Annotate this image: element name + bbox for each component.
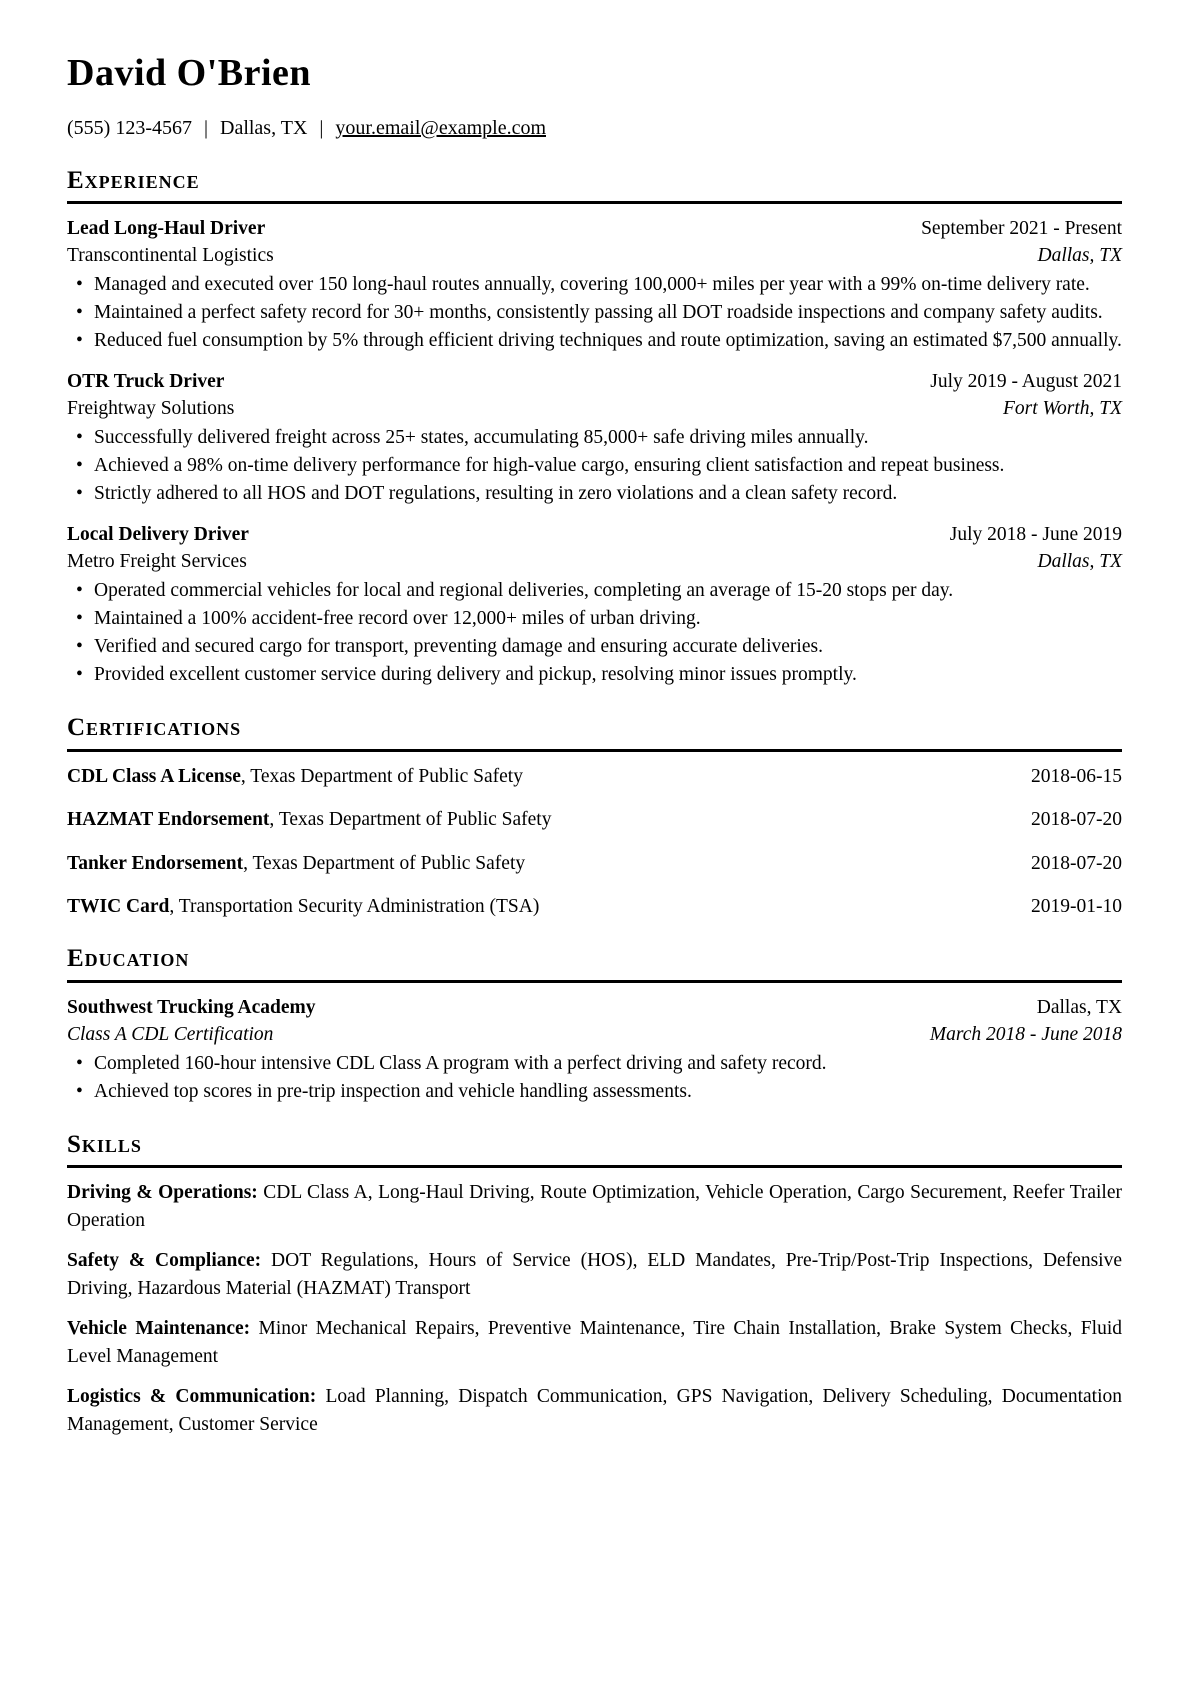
job-location: Fort Worth, TX xyxy=(1002,398,1122,420)
certification-issuer: , Texas Department of Public Safety xyxy=(240,765,523,787)
section-title-certifications: Certifications xyxy=(67,714,1122,752)
job-dates: September 2021 - Present xyxy=(921,218,1122,240)
contact-location: Dallas, TX xyxy=(220,116,308,139)
job-title: Lead Long-Haul Driver xyxy=(67,218,266,240)
skill-group-items: Load Planning, Dispatch Communication, GPS Navigation, Delivery Scheduling, Documentation Management, Customer Service xyxy=(67,1386,1122,1436)
certification-issuer: , Transportation Security Administration (TSA) xyxy=(169,896,540,918)
skill-group-label: Driving & Operations: xyxy=(67,1182,258,1204)
certification-name: HAZMAT Endorsement xyxy=(67,809,270,831)
bullet-item: • Reduced fuel consumption by 5% through efficient driving techniques and route optimization, saving an estimated $7,500 annually. xyxy=(67,327,1122,355)
job-entry xyxy=(67,368,1122,508)
certification-text xyxy=(67,850,525,877)
bullet-item: • Achieved a 98% on-time delivery performance for high-value cargo, ensuring client satisfaction and repeat business. xyxy=(67,452,1122,480)
certification-row xyxy=(67,850,1122,877)
bullet-item: • Completed 160-hour intensive CDL Class A program with a perfect driving and safety record. xyxy=(67,1050,1122,1078)
skills-section xyxy=(67,1168,1122,1439)
job-company: Transcontinental Logistics xyxy=(67,245,274,267)
certification-date: 2018-07-20 xyxy=(1031,852,1122,874)
education-section xyxy=(67,983,1122,1106)
section-title-experience: Experience xyxy=(67,167,1122,205)
certification-name: Tanker Endorsement xyxy=(67,852,244,874)
certification-name: TWIC Card xyxy=(67,896,170,918)
bullet-item: • Verified and secured cargo for transport, preventing damage and ensuring accurate deliveries. xyxy=(67,633,1122,661)
job-company: Freightway Solutions xyxy=(67,398,235,420)
skill-group-items: DOT Regulations, Hours of Service (HOS), ELD Mandates, Pre-Trip/Post-Trip Inspections, Defensive Driving, Hazardous Material (HAZMAT) Transport xyxy=(67,1250,1122,1300)
bullet-item: • Maintained a perfect safety record for 30+ months, consistently passing all DOT roadside inspections and company safety audits. xyxy=(67,299,1122,327)
bullet-item: • Provided excellent customer service during delivery and pickup, resolving minor issues promptly. xyxy=(67,661,1122,689)
contact-separator: | xyxy=(203,116,208,139)
job-bullet-list xyxy=(67,424,1122,508)
job-title: Local Delivery Driver xyxy=(67,524,249,546)
job-location: Dallas, TX xyxy=(1037,245,1122,267)
certification-row xyxy=(67,806,1122,833)
skill-group-label: Safety & Compliance: xyxy=(67,1250,262,1272)
phone-number: (555) 123-4567 xyxy=(67,116,192,139)
contact-separator: | xyxy=(319,116,324,139)
certification-date: 2018-06-15 xyxy=(1031,765,1122,787)
person-name: David O'Brien xyxy=(67,52,312,94)
job-entry xyxy=(67,521,1122,689)
skill-group xyxy=(67,1247,1122,1303)
certification-date: 2019-01-10 xyxy=(1031,896,1122,918)
section-title-education: Education xyxy=(67,945,1122,983)
skill-group-label: Logistics & Communication: xyxy=(67,1386,317,1408)
bullet-item: • Operated commercial vehicles for local and regional deliveries, completing an average of 15-20 stops per day. xyxy=(67,577,1122,605)
bullet-item: • Maintained a 100% accident-free record over 12,000+ miles of urban driving. xyxy=(67,605,1122,633)
job-dates: July 2019 - August 2021 xyxy=(930,371,1122,393)
skill-group xyxy=(67,1383,1122,1439)
certification-row xyxy=(67,763,1122,790)
certification-text xyxy=(67,763,523,790)
job-bullet-list xyxy=(67,577,1122,689)
certification-text xyxy=(67,806,551,833)
job-dates: July 2018 - June 2019 xyxy=(949,524,1122,546)
skill-group xyxy=(67,1315,1122,1371)
job-bullet-list xyxy=(67,271,1122,355)
certification-row xyxy=(67,893,1122,920)
certifications-section xyxy=(67,752,1122,921)
skill-group xyxy=(67,1179,1122,1235)
bullet-item: • Strictly adhered to all HOS and DOT regulations, resulting in zero violations and a clean safety record. xyxy=(67,480,1122,508)
education-degree: Class A CDL Certification xyxy=(67,1023,274,1045)
bullet-item: • Achieved top scores in pre-trip inspection and vehicle handling assessments. xyxy=(67,1078,1122,1106)
certification-name: CDL Class A License xyxy=(67,765,241,787)
section-title-skills: Skills xyxy=(67,1131,1122,1169)
education-school: Southwest Trucking Academy xyxy=(67,996,316,1018)
education-location: Dallas, TX xyxy=(1036,996,1122,1018)
skill-group-items: Minor Mechanical Repairs, Preventive Maintenance, Tire Chain Installation, Brake System Checks, Fluid Level Management xyxy=(67,1318,1122,1368)
certification-issuer: , Texas Department of Public Safety xyxy=(243,852,526,874)
job-title: OTR Truck Driver xyxy=(67,371,225,393)
skill-group-items: CDL Class A, Long-Haul Driving, Route Optimization, Vehicle Operation, Cargo Securement, Reefer Trailer Operation xyxy=(67,1182,1122,1232)
bullet-item: • Managed and executed over 150 long-haul routes annually, covering 100,000+ miles per year with a 99% on-time delivery rate. xyxy=(67,271,1122,299)
experience-section xyxy=(67,204,1122,689)
job-location: Dallas, TX xyxy=(1037,551,1122,573)
bullet-item: • Successfully delivered freight across 25+ states, accumulating 85,000+ safe driving miles annually. xyxy=(67,424,1122,452)
education-dates: March 2018 - June 2018 xyxy=(929,1023,1122,1045)
job-company: Metro Freight Services xyxy=(67,551,247,573)
certification-text xyxy=(67,893,539,920)
job-entry xyxy=(67,215,1122,355)
certification-issuer: , Texas Department of Public Safety xyxy=(269,809,552,831)
certification-date: 2018-07-20 xyxy=(1031,809,1122,831)
skill-group-label: Vehicle Maintenance: xyxy=(67,1318,251,1340)
email-link[interactable]: your.email@example.com xyxy=(335,116,546,139)
contact-line xyxy=(67,114,1122,142)
education-bullet-list xyxy=(67,1050,1122,1106)
